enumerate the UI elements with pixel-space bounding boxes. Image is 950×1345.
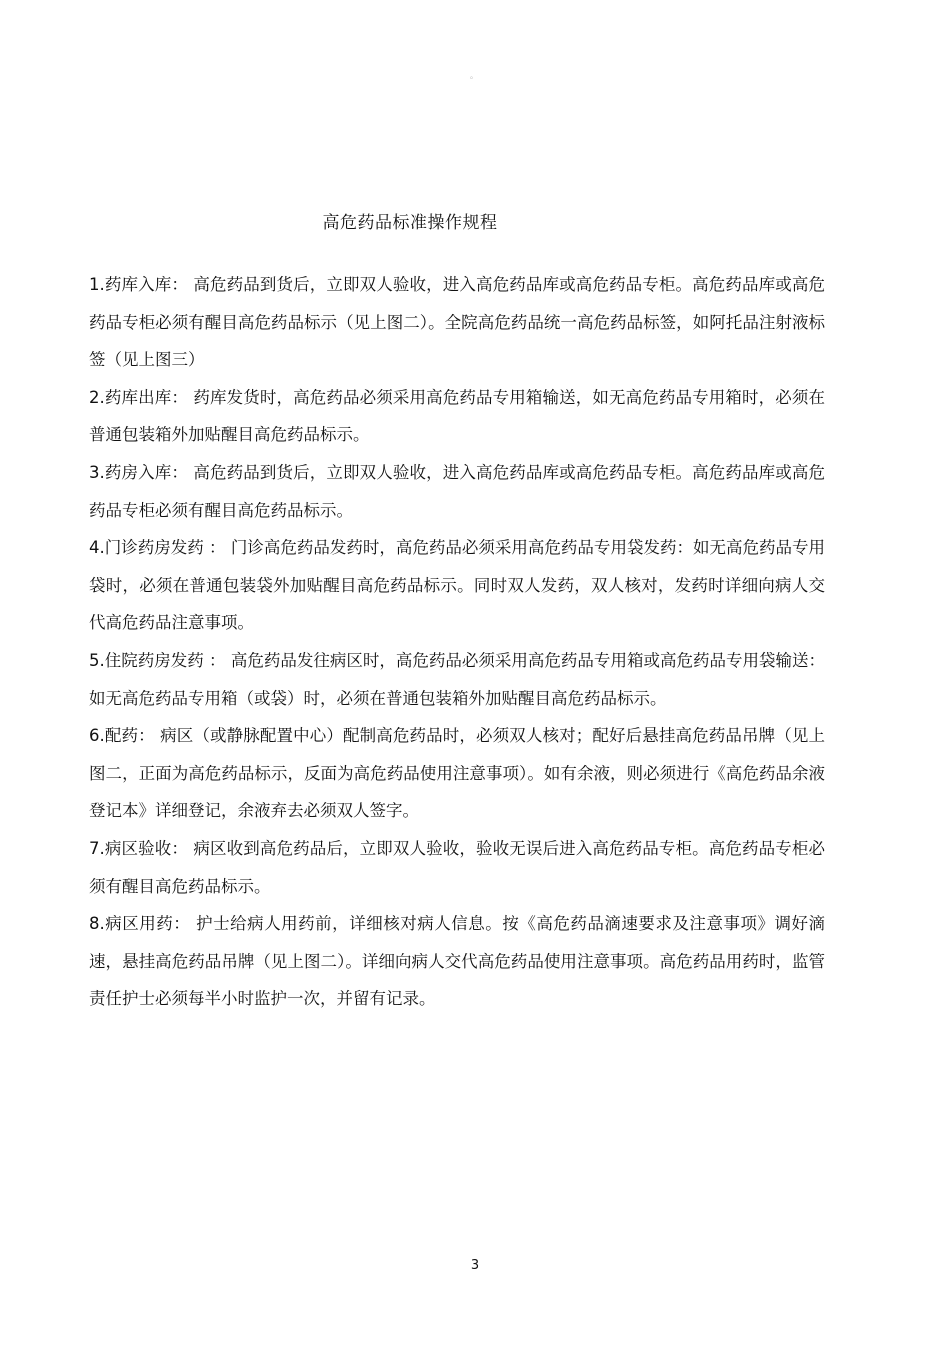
item-number: 1. [89, 275, 105, 294]
procedure-item-4 [89, 529, 825, 642]
item-label: 药库入库： [104, 275, 188, 294]
procedure-list [89, 266, 825, 1018]
item-content: 高危药品到货后，立即双人验收，进入高危药品库或高危药品专柜。高危药品库或高危药品专柜必须有醒目高危药品标示（见上图二）。全院高危药品统一高危药品标签，如阿托品注射液标签（见上图三） [89, 275, 825, 370]
header-mark: 。 [470, 71, 478, 80]
item-content: 高危药品发往病区时，高危药品必须采用高危药品专用箱或高危药品专用袋输送：如无高危药品专用箱（或袋）时，必须在普通包装箱外加贴醒目高危药品标示。 [89, 650, 826, 708]
procedure-item-3 [89, 454, 825, 529]
item-number: 4. [89, 538, 105, 558]
item-number: 3. [89, 462, 105, 482]
item-label: 门诊药房发药 ： [104, 538, 226, 558]
procedure-item-5 [89, 642, 825, 717]
procedure-item-8 [89, 905, 825, 1018]
item-number: 5. [89, 650, 105, 670]
item-label: 药房入库： [104, 462, 188, 482]
item-number: 2. [89, 387, 105, 407]
item-label: 病区用药： [104, 914, 191, 934]
item-content: 高危药品到货后，立即双人验收，进入高危药品库或高危药品专柜。高危药品库或高危药品专柜必须有醒目高危药品标示。 [89, 462, 825, 520]
item-content: 护士给病人用药前，详细核对病人信息。按《高危药品滴速要求及注意事项》调好滴速，悬挂高危药品吊牌（见上图二）。详细向病人交代高危药品使用注意事项。高危药品用药时，监管责任护士必须每半小时监护一次，并留有记录。 [89, 914, 826, 1009]
page-number: 3 [470, 1258, 480, 1273]
procedure-item-7 [89, 830, 825, 905]
procedure-item-1 [89, 266, 825, 379]
procedure-item-2 [89, 379, 825, 454]
item-label: 配药： [104, 726, 155, 746]
item-content: 病区收到高危药品后，立即双人验收，验收无误后进入高危药品专柜。高危药品专柜必须有醒目高危药品标示。 [89, 838, 825, 896]
item-label: 药库出库： [104, 387, 188, 407]
item-content: 门诊高危药品发药时，高危药品必须采用高危药品专用袋发药：如无高危药品专用袋时，必须在普通包装袋外加贴醒目高危药品标示。同时双人发药，双人核对，发药时详细向病人交代高危药品注意事项。 [89, 538, 826, 633]
procedure-item-6 [89, 717, 825, 830]
item-number: 8. [89, 914, 105, 934]
item-number: 7. [89, 838, 105, 858]
document-title: 高危药品标准操作规程 [322, 213, 498, 233]
item-number: 6. [89, 726, 105, 746]
item-content: 病区（或静脉配置中心）配制高危药品时，必须双人核对；配好后悬挂高危药品吊牌（见上图二，正面为高危药品标示，反面为高危药品使用注意事项）。如有余液，则必须进行《高危药品余液登记本》详细登记，余液弃去必须双人签字。 [89, 726, 825, 821]
item-content: 药库发货时，高危药品必须采用高危药品专用箱输送，如无高危药品专用箱时，必须在普通包装箱外加贴醒目高危药品标示。 [89, 387, 825, 445]
item-label: 住院药房发药 ： [104, 650, 226, 670]
item-label: 病区验收： [104, 838, 188, 858]
